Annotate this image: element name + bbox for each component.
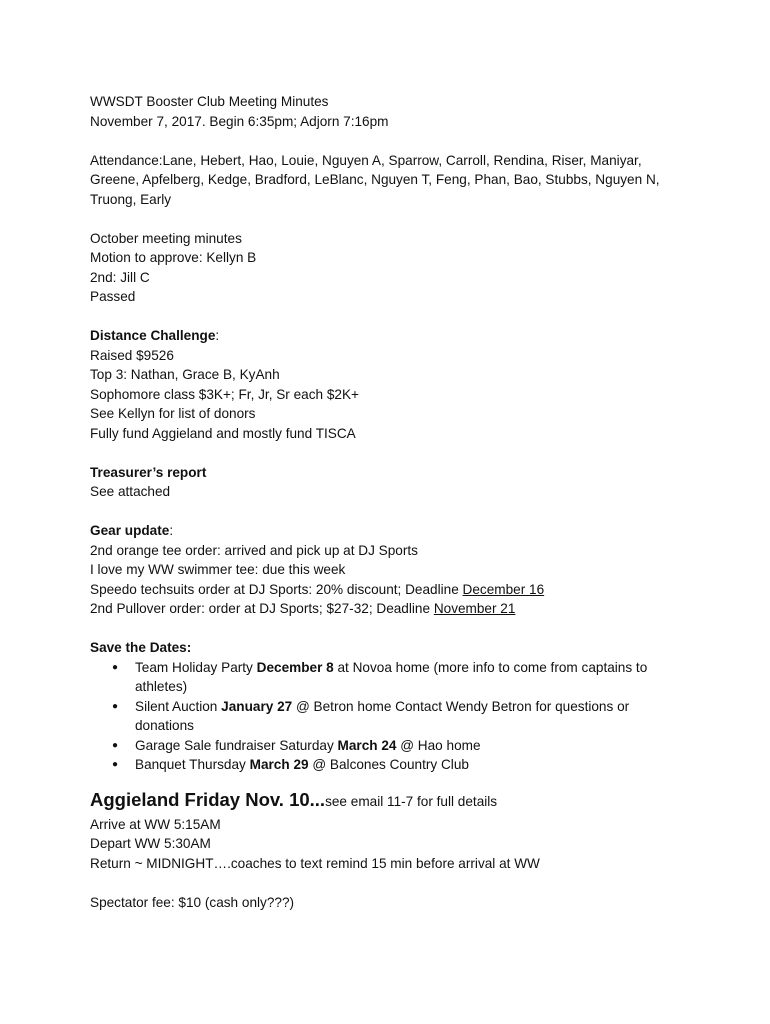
document-title: WWSDT Booster Club Meeting Minutes	[90, 94, 329, 109]
october-section	[90, 229, 690, 307]
date-item-date: March 24	[337, 737, 397, 753]
spectator-fee-line: Spectator fee: $10 (cash only???)	[90, 894, 295, 910]
distance-line: Fully fund Aggieland and mostly fund TISCA	[90, 425, 356, 441]
gear-line-techsuits	[90, 580, 690, 600]
october-line: October meeting minutes	[90, 230, 242, 246]
gear-line-text: Speedo techsuits order at DJ Sports: 20% discount; Deadline	[90, 581, 463, 597]
deadline-december-16: December 16	[462, 581, 545, 597]
list-item	[135, 697, 690, 736]
list-item	[135, 755, 690, 775]
aggieland-heading-note: see email 11-7 for full details	[325, 793, 498, 809]
distance-line: See Kellyn for list of donors	[90, 406, 256, 421]
distance-line: Sophomore class $3K+; Fr, Jr, Sr each $2K+	[90, 386, 359, 402]
save-the-dates-heading: Save the Dates:	[90, 640, 192, 655]
gear-line-text: 2nd Pullover order: order at DJ Sports; $27-32; Deadline	[90, 601, 434, 616]
gear-update-section	[90, 521, 690, 619]
gear-heading-colon: :	[169, 523, 174, 538]
aggieland-heading	[90, 787, 690, 815]
list-item	[135, 658, 690, 697]
distance-heading-text: Distance Challenge	[90, 328, 216, 343]
distance-heading-colon: :	[215, 328, 220, 343]
aggieland-line: Arrive at WW 5:15AM	[90, 816, 221, 832]
gear-update-heading	[90, 521, 690, 541]
aggieland-line: Return ~ MIDNIGHT….coaches to text remind 15 min before arrival at WW	[90, 855, 540, 871]
treasurer-section	[90, 463, 690, 502]
deadline-november-21: November 21	[433, 601, 516, 616]
date-item-text: Team Holiday Party	[135, 659, 257, 675]
save-the-dates-list	[90, 658, 690, 775]
date-item-text: @ Betron home Contact Wendy Betron for questions or donations	[135, 698, 630, 733]
aggieland-heading-text: Aggieland Friday Nov. 10...	[90, 788, 326, 810]
date-item-text: @ Balcones Country Club	[308, 757, 469, 772]
october-line: Motion to approve: Kellyn B	[90, 250, 257, 265]
save-the-dates-section	[90, 638, 690, 775]
date-item-text: Garage Sale fundraiser Saturday	[135, 737, 338, 753]
date-item-text: Banquet Thursday	[135, 757, 250, 772]
treasurer-line: See attached	[90, 484, 171, 499]
attendance-paragraph: Attendance:Lane, Hebert, Hao, Louie, Nguyen A, Sparrow, Carroll, Rendina, Riser, Maniyar, Greene, Apfelberg, Kedge, Bradford, LeBlanc, Nguyen T, Feng, Phan, Bao, Stubbs, Nguyen N, Truong, Early	[90, 152, 660, 207]
date-item-date: March 29	[249, 757, 309, 772]
gear-line: I love my WW swimmer tee: due this week	[90, 562, 346, 577]
distance-line: Raised $9526	[90, 347, 174, 363]
aggieland-line: Depart WW 5:30AM	[90, 836, 211, 851]
treasurer-heading: Treasurer’s report	[90, 464, 207, 480]
aggieland-section	[90, 787, 690, 913]
october-line: Passed	[90, 289, 136, 304]
distance-challenge-section	[90, 326, 690, 443]
gear-line-pullover	[90, 599, 690, 619]
date-item-text: at Novoa home (more info to come from captains to athletes)	[135, 659, 648, 694]
date-item-date: January 27	[221, 698, 293, 714]
meeting-date-line: November 7, 2017. Begin 6:35pm; Adjorn 7:16pm	[90, 113, 389, 129]
document-body	[90, 92, 690, 912]
gear-heading-text: Gear update	[90, 523, 170, 538]
date-item-date: December 8	[256, 659, 334, 675]
date-item-text: Silent Auction	[135, 698, 222, 714]
distance-challenge-heading	[90, 326, 690, 346]
gear-line: 2nd orange tee order: arrived and pick up at DJ Sports	[90, 542, 418, 558]
list-item	[135, 736, 690, 756]
distance-line: Top 3: Nathan, Grace B, KyAnh	[90, 367, 280, 382]
october-line: 2nd: Jill C	[90, 269, 150, 285]
date-item-text: @ Hao home	[396, 737, 481, 753]
